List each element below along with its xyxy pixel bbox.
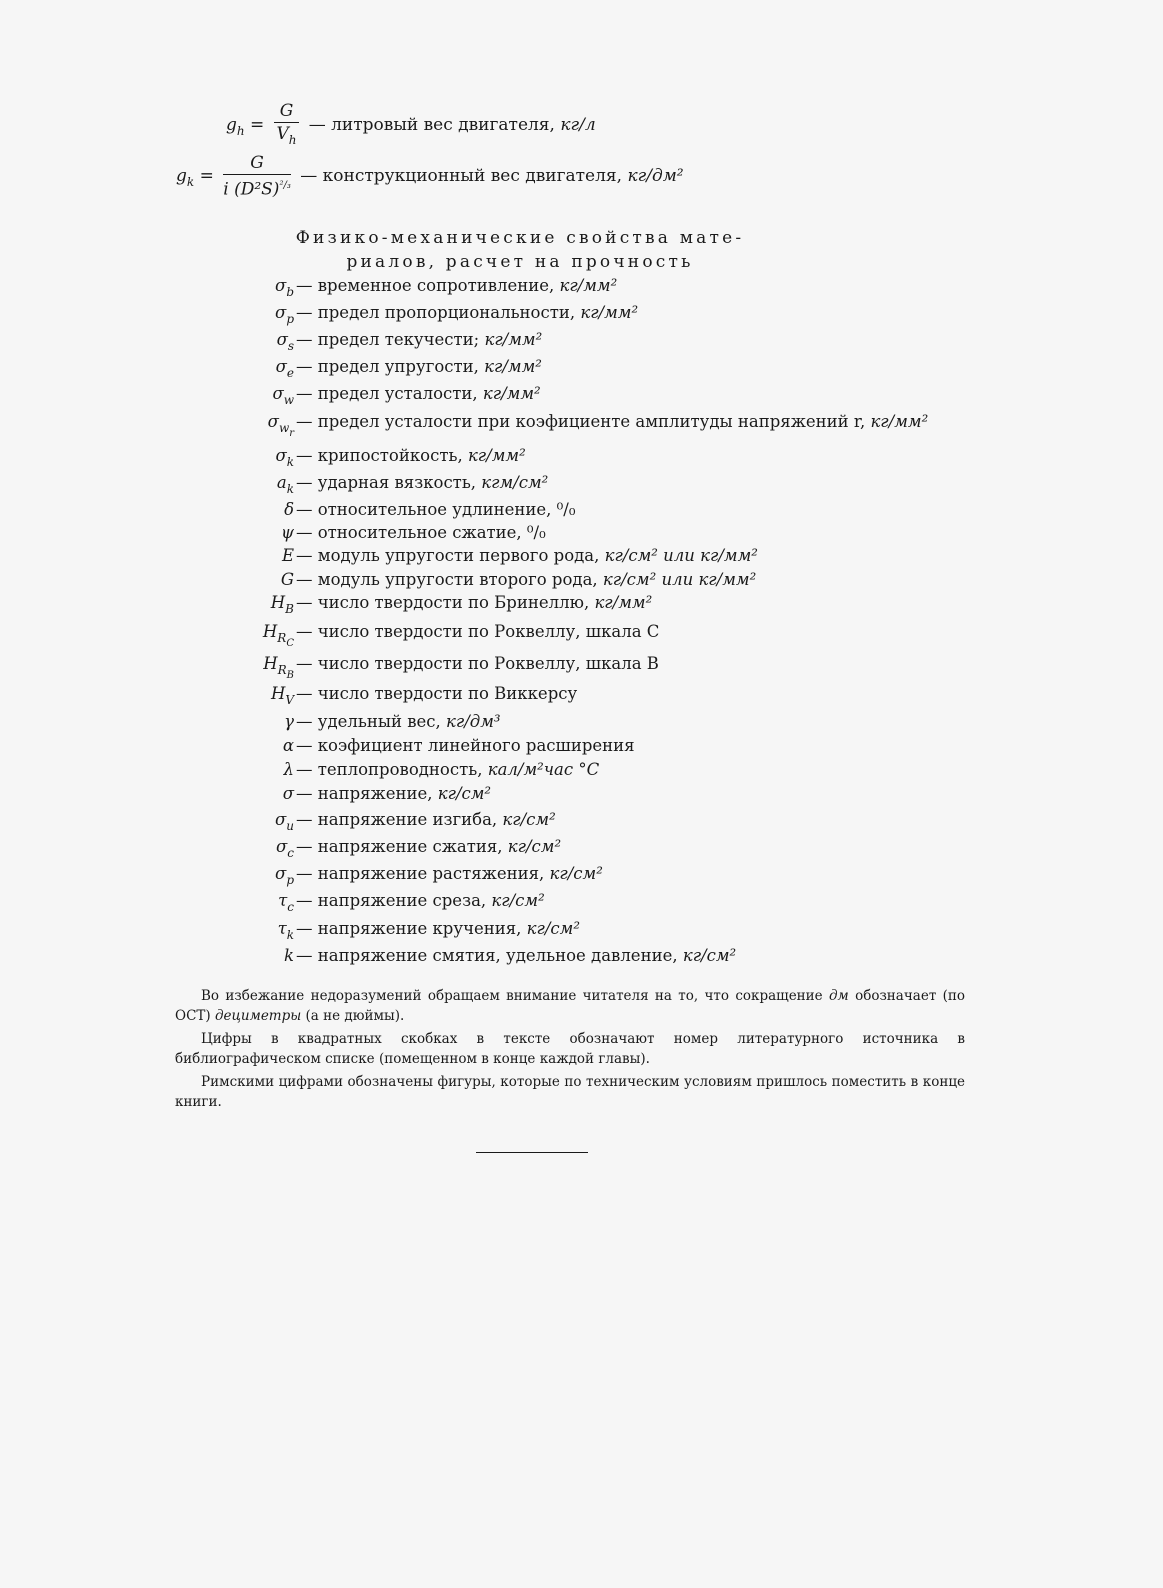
denominator-expression: i (D²S) bbox=[223, 179, 280, 200]
denominator-subscript: h bbox=[288, 133, 297, 147]
definition-symbol: $\sigma_c$ bbox=[276, 837, 294, 860]
definition-symbol: α bbox=[282, 736, 294, 755]
definition-row bbox=[240, 412, 1080, 438]
formula-subscript: k bbox=[186, 174, 195, 189]
formula-subscript: h bbox=[236, 124, 245, 138]
note-paragraph: Римскими цифрами обозначены фигуры, которые по техническим условиям пришлось поместить в конце книги. bbox=[175, 1074, 965, 1110]
notes-section bbox=[175, 986, 965, 1115]
definition-row bbox=[240, 357, 1080, 383]
formula-unit: кг/л bbox=[560, 115, 596, 135]
definition-text: — относительное сжатие, ⁰/₀ bbox=[296, 523, 546, 542]
heading-line-2: риалов, расчет на прочность bbox=[346, 252, 694, 272]
definition-text: — предел усталости при коэфициенте амплитуды напряжений r, кг/мм² bbox=[296, 412, 929, 431]
definition-symbol: $\sigma_u$ bbox=[275, 810, 294, 833]
formula-description: — литровый вес двигателя, bbox=[308, 115, 555, 135]
formula-symbol: g bbox=[176, 165, 187, 186]
definition-symbol: $\tau_k$ bbox=[277, 919, 294, 942]
definition-text: — число твердости по Бринеллю, кг/мм² bbox=[296, 593, 653, 612]
definition-row bbox=[240, 784, 1080, 810]
note-paragraph: Цифры в квадратных скобках в тексте обозначают номер литературного источника в библиографическом списке (помещенном в конце каждой главы). bbox=[175, 1031, 965, 1067]
definition-text: — число твердости по Роквеллу, шкала C bbox=[296, 622, 660, 641]
definition-symbol: ψ bbox=[281, 523, 294, 542]
definition-row bbox=[240, 684, 1080, 710]
closing-rule bbox=[476, 1152, 588, 1153]
definition-row bbox=[240, 736, 1080, 762]
definition-symbol: σ bbox=[282, 784, 294, 803]
definition-symbol: $\sigma_e$ bbox=[275, 357, 294, 380]
heading-line-1: Физико-механические свойства мате- bbox=[295, 228, 745, 248]
denominator-symbol: V bbox=[276, 124, 289, 144]
definition-text: — предел усталости, кг/мм² bbox=[296, 384, 541, 403]
definition-text: — число твердости по Роквеллу, шкала B bbox=[296, 654, 659, 673]
definition-row bbox=[240, 864, 1080, 890]
fraction-numerator: G bbox=[274, 100, 300, 123]
denominator-exponent: ²/₃ bbox=[279, 180, 291, 191]
definition-text: — временное сопротивление, кг/мм² bbox=[296, 276, 618, 295]
definition-text: — напряжение растяжения, кг/см² bbox=[296, 864, 603, 883]
definition-text: — напряжение сжатия, кг/см² bbox=[296, 837, 562, 856]
definition-text: — число твердости по Виккерсу bbox=[296, 684, 578, 703]
definition-row bbox=[240, 919, 1080, 945]
definition-text: — теплопроводность, кал/м²час °C bbox=[296, 760, 600, 779]
definition-symbol: G bbox=[280, 570, 294, 589]
definition-text: — предел упругости, кг/мм² bbox=[296, 357, 542, 376]
definition-row bbox=[240, 622, 1080, 648]
definition-row bbox=[240, 384, 1080, 410]
definition-text: — крипостойкость, кг/мм² bbox=[296, 446, 526, 465]
definition-symbol: λ bbox=[283, 760, 294, 779]
formula-description: — конструкционный вес двигателя, bbox=[300, 165, 623, 186]
definition-row bbox=[240, 946, 1080, 972]
definition-symbol: $\tau_c$ bbox=[278, 891, 294, 914]
definition-symbol: $\sigma_k$ bbox=[275, 446, 294, 469]
definition-row bbox=[240, 712, 1080, 738]
definition-symbol: $\sigma_p$ bbox=[275, 303, 294, 326]
definition-text: — напряжение изгиба, кг/см² bbox=[296, 810, 556, 829]
definition-symbol: $a_k$ bbox=[276, 473, 294, 496]
definition-symbol: $H_V$ bbox=[270, 684, 294, 707]
formula-construction-weight: $g_k$ = $\frac{G}{i (D^2S)^{^2/_3}}$ — конструкционный вес двигателя, кг/дм² bbox=[176, 153, 684, 200]
fraction-numerator: G bbox=[223, 152, 291, 175]
definition-symbol: γ bbox=[284, 712, 294, 731]
formula-liter-weight: $g_h$ = $\frac{G}{V_h}$ — литровый вес двигателя, кг/л bbox=[226, 100, 596, 151]
definition-row bbox=[240, 891, 1080, 917]
definition-row bbox=[240, 473, 1080, 499]
definition-text: — напряжение, кг/см² bbox=[296, 784, 492, 803]
definition-symbol: $\sigma_b$ bbox=[275, 276, 294, 299]
definition-row bbox=[240, 330, 1080, 356]
fraction bbox=[223, 152, 291, 201]
definition-symbol: $H_{RB}$ bbox=[263, 654, 294, 681]
definition-row bbox=[240, 837, 1080, 863]
definition-row bbox=[240, 546, 1080, 572]
definition-text: — предел текучести; кг/мм² bbox=[296, 330, 543, 349]
definition-symbol: δ bbox=[284, 500, 294, 519]
definition-symbol: k bbox=[284, 946, 294, 965]
definition-symbol: $\sigma_s$ bbox=[276, 330, 294, 353]
definition-symbol: $H_B$ bbox=[270, 593, 294, 616]
definition-symbol: $\sigma_p$ bbox=[275, 864, 294, 887]
definition-row bbox=[240, 593, 1080, 619]
definition-text: — модуль упругости первого рода, кг/см² или кг/мм² bbox=[296, 546, 758, 565]
definition-row bbox=[240, 810, 1080, 836]
definition-symbol: $\sigma_{wr}$ bbox=[267, 412, 294, 439]
definition-text: — ударная вязкость, кгм/см² bbox=[296, 473, 549, 492]
definition-symbol: $H_{RC}$ bbox=[262, 622, 294, 649]
formula-unit: кг/дм² bbox=[627, 165, 684, 186]
definition-symbol: $\sigma_w$ bbox=[272, 384, 294, 407]
definition-text: — относительное удлинение, ⁰/₀ bbox=[296, 500, 576, 519]
fraction-denominator bbox=[223, 175, 291, 201]
definition-text: — предел пропорциональности, кг/мм² bbox=[296, 303, 639, 322]
definition-text: — напряжение кручения, кг/см² bbox=[296, 919, 580, 938]
definition-text: — удельный вес, кг/дм³ bbox=[296, 712, 501, 731]
definition-text: — напряжение смятия, удельное давление, кг/см² bbox=[296, 946, 737, 965]
section-heading bbox=[260, 226, 780, 274]
definition-row bbox=[240, 654, 1080, 680]
definition-row bbox=[240, 276, 1080, 302]
definition-row bbox=[240, 303, 1080, 329]
definition-text: — коэфициент линейного расширения bbox=[296, 736, 635, 755]
definition-text: — напряжение среза, кг/см² bbox=[296, 891, 545, 910]
fraction bbox=[274, 100, 300, 151]
definition-text: — модуль упругости второго рода, кг/см² или кг/мм² bbox=[296, 570, 757, 589]
fraction-denominator bbox=[274, 123, 300, 151]
definition-row bbox=[240, 760, 1080, 786]
note-paragraph: Во избежание недоразумений обращаем внимание читателя на то, что сокращение дм обозначает (по ОСТ) дециметры (а не дюймы). bbox=[175, 988, 965, 1024]
definition-symbol: E bbox=[281, 546, 294, 565]
formula-symbol: g bbox=[226, 115, 237, 135]
definition-row bbox=[240, 446, 1080, 472]
